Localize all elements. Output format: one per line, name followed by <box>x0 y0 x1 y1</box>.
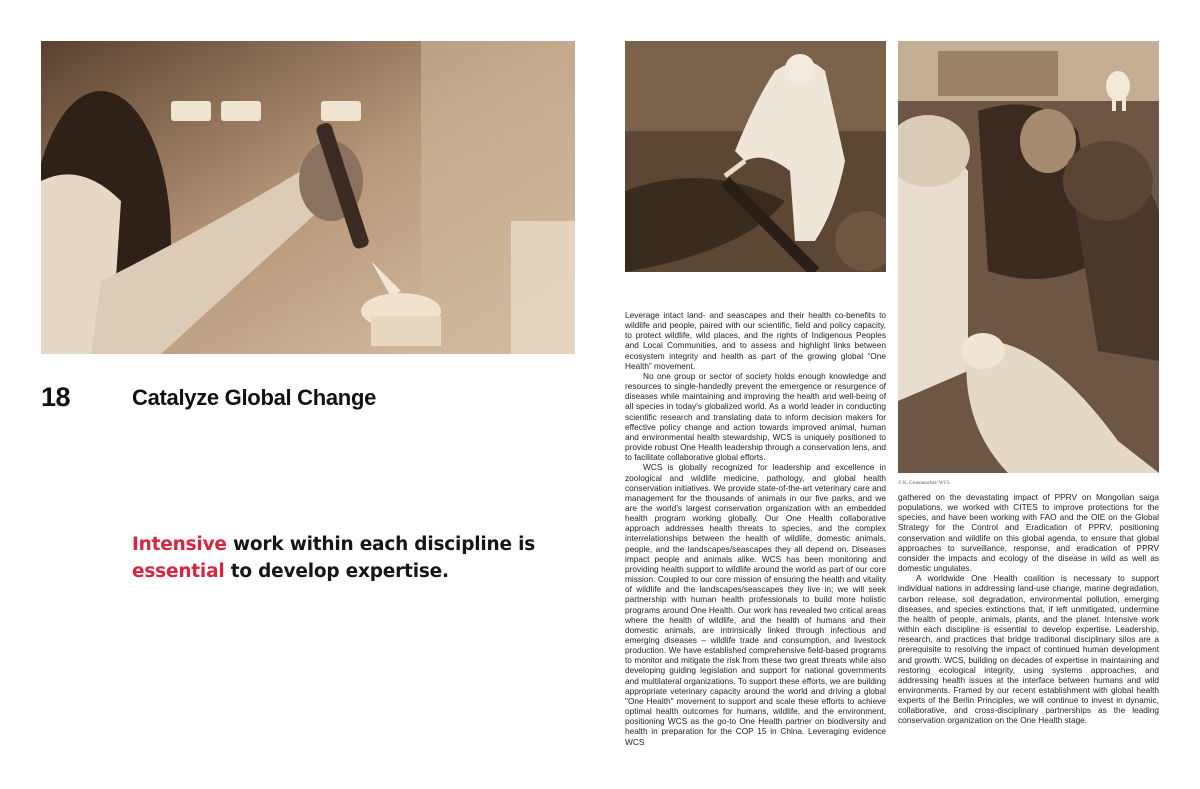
page-number: 18 <box>41 382 71 412</box>
field-photo <box>625 41 886 272</box>
body-column-left <box>625 310 886 747</box>
village-photo-image <box>898 41 1159 473</box>
body-paragraph: gathered on the devastating impact of PPRV on Mongolian saiga populations, we worked with CITES to improve protections for the species, and have been working with FAO and the OIE on the Global Strategy for the Control and Eradication of PPRV, positioning conservation and wildlife on this global agenda, to ensure that global approaches to surveillance, response, and eradication of PPRV consider the impacts and ecology of the disease in wild as well as domestic ungulates. <box>898 492 1159 574</box>
body-column-right <box>898 492 1159 726</box>
section-title: Catalyze Global Change <box>132 385 377 410</box>
body-paragraph: No one group or sector of society holds enough knowledge and resources to single-handedly prevent the emergence or resurgence of diseases while maintaining and improving the health and well-being of all species in today’s globalized world. As a world leader in conducting scientific research and translating data to inform decision makers for effective policy change and action towards improved animal, human and environmental health stewardship, WCS is uniquely positioned to provide robust One Health leadership through a conservation lens, and to facilitate collaborative global efforts. <box>625 370 886 463</box>
photo-credit: © K. Gruenmacher/ WCS <box>898 481 950 486</box>
pull-quote-highlight-essential: essential <box>132 561 225 582</box>
body-paragraph: A worldwide One Health coalition is necessary to support individual nations in addressing land-use change, marine degradation, carbon release, soil degradation, environmental pollution, emerging diseases, and species extinctions that, if left unmitigated, undermine the health of people, animals, plants, and the planet. Intensive work within each discipline is essential to develop expertise. Leadership, research, and practices that bridge traditional disciplinary silos are a prerequisite to resolving the impact of continued human development and growth. WCS, building on decades of expertise in maintaining and restoring ecological integrity, using systems approaches, and addressing health issues at the interface between humans and wild environments. Framed by our recent establishment with global health experts of the Berlin Principles, we will continue to invest in dynamic, collaborative, and cross-disciplinary partnerships as the leading conservation organization on the One Health stage. <box>898 573 1159 726</box>
field-photo-image <box>625 41 886 272</box>
pull-quote-text-2: to develop expertise. <box>224 561 449 582</box>
village-photo <box>898 41 1159 473</box>
pull-quote <box>132 531 552 585</box>
body-paragraph: Leverage intact land- and seascapes and their health co-benefits to wildlife and people, paired with our scientific, field and policy capacity, to protect wildlife, wild places, and the rights of Indigenous Peoples and Local Communities, and to assess and highlight links between ecosystem integrity and health as part of the growing global “One Health” movement. <box>625 310 886 371</box>
lab-photo <box>41 41 575 354</box>
body-paragraph: WCS is globally recognized for leadership and excellence in zoological and wildlife medicine, pathology, and global health conservation initiatives. We provide state-of-the-art veterinary care and management for the thousands of animals in our five parks, and we are the world’s largest conservation organization with an embedded health program working globally. Our One Health collaborative approach addresses health threats to species, and the complex interrelationships between the health of wildlife, domestic animals, people, and the landscapes/seascapes they all depend on. Diseases impact people and animals alike. WCS has been monitoring and providing health support to wildlife around the world as part of our core mission. Coupled to our core mission of ensuring the health and vitality of wildlife and the landscapes/seascapes they live in; we will seek partnership with human health professionals to build more holistic programs around One Health. Our work has revealed two critical areas where the health of wildlife, and the health of humans and their domestic animals, are intrinsically linked through infectious and emerging diseases – wildlife trade and consumption, and livestock production. We have established comprehensive field-based programs to monitor and mitigate the risk from these two great threats while also developing guiding legislation and support for national governments and multilateral organizations. To support these efforts, we are building appropriate veterinary capacity around the world and driving a global "One Health" movement to support and scale these efforts to achieve optimal health outcomes for humans, wildlife, and the environment, positioning WCS as the go-to One Health partner on biodiversity and health in preparation for the COP 15 in China. Leveraging evidence WCS <box>625 462 886 747</box>
pull-quote-highlight-intensive: Intensive <box>132 534 227 555</box>
lab-photo-image <box>41 41 575 354</box>
pull-quote-text-1: work within each discipline is <box>226 534 536 555</box>
